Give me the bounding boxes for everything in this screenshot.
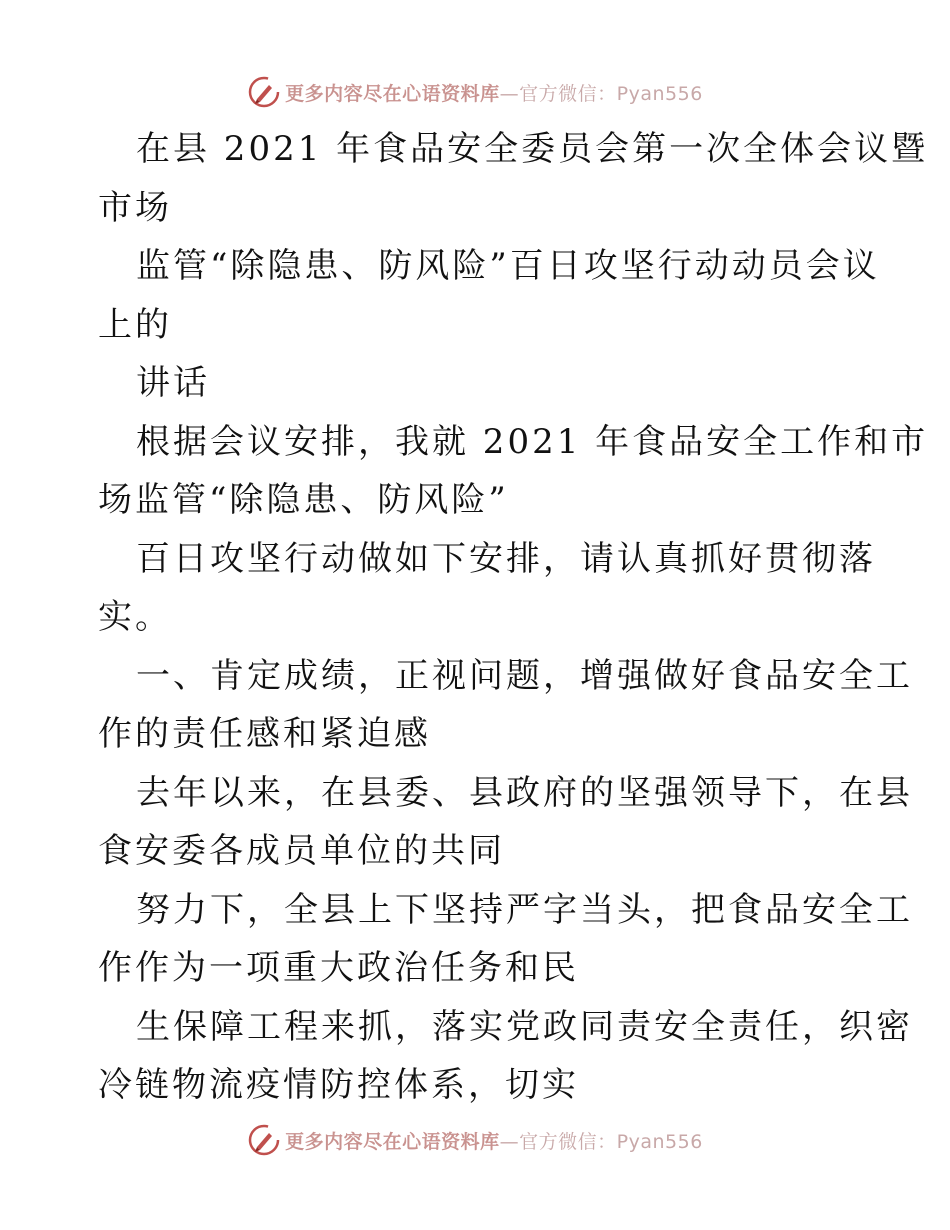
pen-logo-icon bbox=[247, 75, 281, 109]
title-line-4: 上的 bbox=[98, 304, 172, 345]
paragraph-line: 场监管“除隐患、防风险” bbox=[98, 480, 509, 520]
paragraph-line: 食安委各成员单位的共同 bbox=[98, 831, 505, 871]
title-line-3: 监管“除隐患、防风险”百日攻坚行动动员会议 bbox=[136, 246, 880, 286]
paragraph-line: 生保障工程来抓，落实党政同责安全责任，织密 bbox=[136, 1006, 913, 1047]
watermark-sub-text: —官方微信：Pyan556 bbox=[499, 82, 703, 105]
section-heading-line: 一、肯定成绩，正视问题，增强做好食品安全工 bbox=[136, 655, 913, 696]
title-line-2: 市场 bbox=[98, 187, 172, 228]
paragraph-line: 百日攻坚行动做如下安排，请认真抓好贯彻落 bbox=[136, 538, 876, 579]
watermark-text bbox=[285, 1127, 703, 1154]
paragraph-line: 根据会议安排，我就 2021 年食品安全工作和市 bbox=[136, 421, 929, 462]
paragraph-line: 去年以来，在县委、县政府的坚强领导下，在县 bbox=[136, 772, 913, 813]
paragraph-line: 冷链物流疫情防控体系，切实 bbox=[98, 1065, 579, 1105]
watermark-text bbox=[285, 79, 703, 106]
header-watermark bbox=[0, 72, 950, 112]
section-heading-line: 作的责任感和紧迫感 bbox=[98, 714, 431, 754]
footer-watermark bbox=[0, 1120, 950, 1160]
watermark-sub-text: —官方微信：Pyan556 bbox=[499, 1130, 703, 1153]
paragraph-line: 努力下，全县上下坚持严字当头，把食品安全工 bbox=[136, 889, 913, 930]
title-line-5: 讲话 bbox=[136, 363, 210, 403]
watermark-main-text: 更多内容尽在心语资料库 bbox=[285, 1130, 500, 1153]
title-line-1: 在县 2021 年食品安全委员会第一次全体会议暨 bbox=[136, 129, 929, 169]
paragraph-line: 作作为一项重大政治任务和民 bbox=[98, 948, 579, 988]
watermark-main-text: 更多内容尽在心语资料库 bbox=[285, 82, 500, 105]
paragraph-line: 实。 bbox=[98, 597, 172, 637]
document-body bbox=[98, 120, 929, 1115]
pen-logo-icon bbox=[247, 1123, 281, 1157]
